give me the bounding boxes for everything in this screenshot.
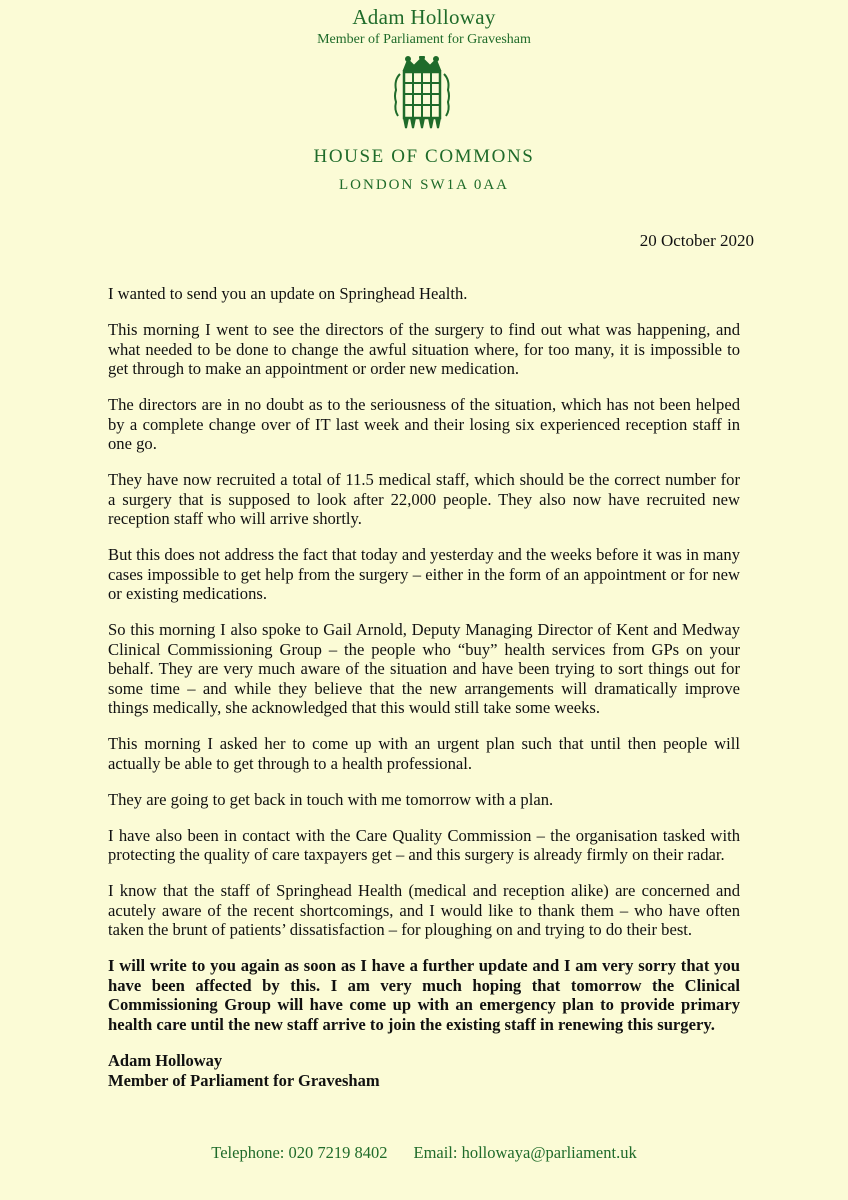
letter-body bbox=[108, 284, 740, 1051]
paragraph: They have now recruited a total of 11.5 medical staff, which should be the correct number for a surgery that is supposed to look after 22,000 people. They also now have recruited new reception staff who will arrive shortly. bbox=[108, 470, 740, 528]
closing-paragraph: I will write to you again as soon as I have a further update and I am very sorry that you have been affected by this. I am very much hoping that tomorrow the Clinical Commissioning Group will have come up with an emergency plan to provide primary health care until the new staff arrive to join the existing staff in renewing this surgery. bbox=[108, 956, 740, 1034]
footer-contact bbox=[0, 1143, 848, 1163]
letterhead-name: Adam Holloway bbox=[352, 5, 496, 29]
signature-name: Adam Holloway bbox=[108, 1051, 223, 1070]
paragraph: I have also been in contact with the Care Quality Commission – the organisation tasked with protecting the quality of care taxpayers get – and this surgery is already firmly on their radar. bbox=[108, 825, 740, 864]
footer-email: Email: hollowaya@parliament.uk bbox=[413, 1143, 637, 1162]
house-address: LONDON SW1A 0AA bbox=[339, 177, 509, 193]
paragraph: But this does not address the fact that today and yesterday and the weeks before it was in many cases impossible to get help from the surgery – either in the form of an appointment or for new or existing medications. bbox=[108, 545, 740, 603]
paragraph: So this morning I also spoke to Gail Arnold, Deputy Managing Director of Kent and Medway Clinical Commissioning Group – the people who “buy” health services from GPs on your behalf. They are very much aware of the situation and have been trying to sort things out for some time – and while they believe that the new arrangements will dramatically improve things medically, she acknowledged that this would still take some weeks. bbox=[108, 620, 740, 717]
signature-block bbox=[108, 1051, 380, 1091]
letterhead bbox=[0, 4, 848, 49]
house-name: HOUSE OF COMMONS bbox=[313, 146, 535, 167]
portcullis-icon bbox=[390, 56, 454, 132]
paragraph: They are going to get back in touch with me tomorrow with a plan. bbox=[108, 789, 554, 809]
paragraph: I know that the staff of Springhead Health (medical and reception alike) are concerned and acutely aware of the recent shortcomings, and I would like to thank them – who have often taken the brunt of patients’ dissatisfaction – for ploughing on and trying to do their best. bbox=[108, 881, 740, 939]
paragraph: The directors are in no doubt as to the seriousness of the situation, which has not been helped by a complete change over of IT last week and their losing six experienced reception staff in one go. bbox=[108, 395, 740, 453]
paragraph: This morning I went to see the directors of the surgery to find out what was happening, and what needed to be done to change the awful situation where, for too many, it is impossible to get through to make an appointment or order new medication. bbox=[108, 320, 740, 378]
paragraph: I wanted to send you an update on Springhead Health. bbox=[108, 284, 468, 303]
paragraph: This morning I asked her to come up with an urgent plan such that until then people will actually be able to get through to a health professional. bbox=[108, 734, 740, 773]
footer-telephone: Telephone: 020 7219 8402 bbox=[211, 1143, 388, 1162]
signature-role: Member of Parliament for Gravesham bbox=[108, 1071, 380, 1090]
letterhead-role: Member of Parliament for Gravesham bbox=[317, 32, 531, 47]
letter-date: 20 October 2020 bbox=[639, 231, 754, 250]
